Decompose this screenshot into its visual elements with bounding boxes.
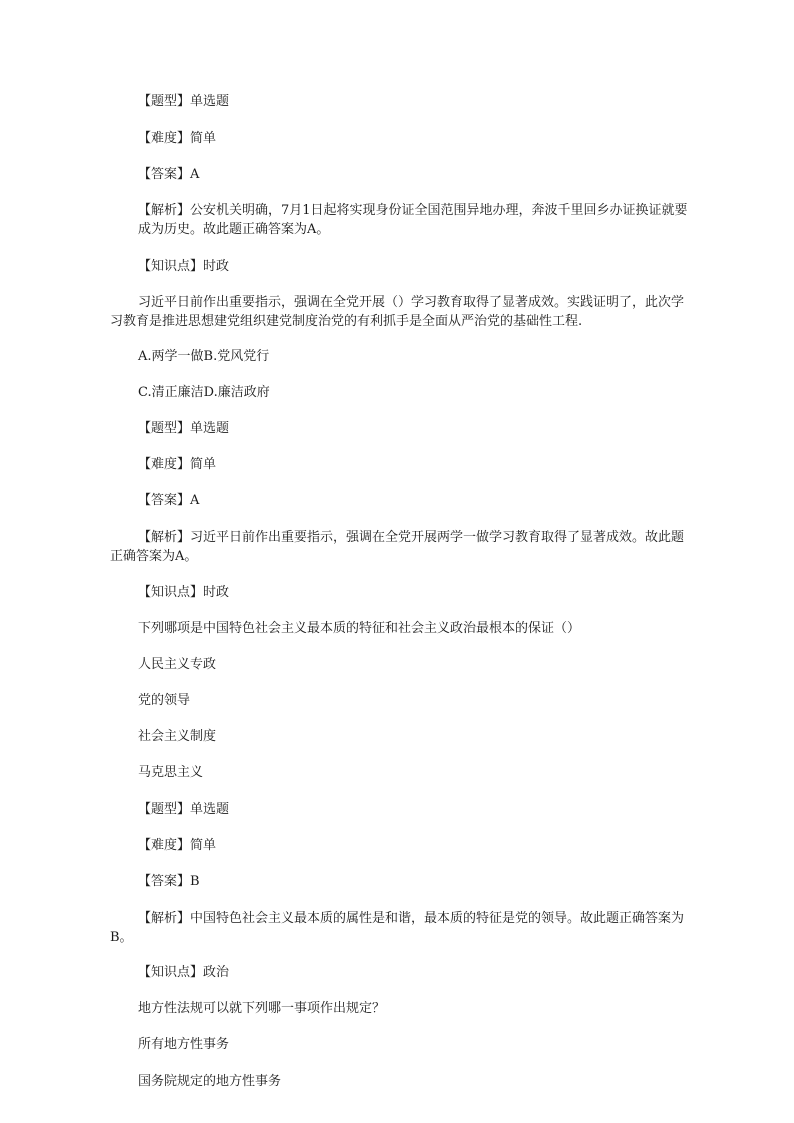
q2-options-cd: C.清正廉洁D.廉洁政府	[138, 385, 270, 400]
q2-answer: 【答案】A	[138, 493, 200, 508]
q1-knowledge-point: 【知识点】时政	[138, 259, 230, 274]
q2-stem: 习近平日前作出重要指示，强调在全党开展（）学习教育取得了显著成效。实践证明了，此次学习教育是推进思想建党组织建党制度治党的有利抓手是全面从严治党的基础性工程.	[110, 295, 685, 329]
q3-option-1: 人民主义专政	[138, 657, 217, 672]
q3-analysis: 【解析】中国特色社会主义最本质的属性是和谐，最本质的特征是党的领导。故此题正确答案为B。	[110, 911, 685, 945]
q1-difficulty: 【难度】简单	[138, 131, 217, 146]
q2-difficulty: 【难度】简单	[138, 457, 217, 472]
q2-analysis: 【解析】习近平日前作出重要指示，强调在全党开展两学一做学习教育取得了显著成效。故此题正确答案为A。	[110, 530, 685, 564]
q1-analysis: 【解析】公安机关明确，7月1日起将实现身份证全国范围异地办理，奔波千里回乡办证换证就要成为历史。故此题正确答案为A。	[138, 203, 688, 237]
q3-stem: 下列哪项是中国特色社会主义最本质的特征和社会主义政治最根本的保证（）	[138, 621, 581, 636]
q4-stem: 地方性法规可以就下列哪一事项作出规定？	[138, 1001, 386, 1016]
q2-options-ab: A.两学一做B.党风党行	[138, 349, 270, 364]
q1-answer: 【答案】A	[138, 167, 200, 182]
q3-option-4: 马克思主义	[138, 765, 204, 780]
q3-answer: 【答案】B	[138, 874, 200, 889]
q2-knowledge-point: 【知识点】时政	[138, 585, 230, 600]
q4-option-2: 国务院规定的地方性事务	[138, 1074, 282, 1089]
q2-type: 【题型】单选题	[138, 421, 230, 436]
q3-option-3: 社会主义制度	[138, 729, 217, 744]
q3-knowledge-point: 【知识点】政治	[138, 965, 230, 980]
q1-type: 【题型】单选题	[138, 94, 230, 109]
q3-option-2: 党的领导	[138, 693, 191, 708]
q3-type: 【题型】单选题	[138, 802, 230, 817]
q3-difficulty: 【难度】简单	[138, 838, 217, 853]
q4-option-1: 所有地方性事务	[138, 1037, 230, 1052]
